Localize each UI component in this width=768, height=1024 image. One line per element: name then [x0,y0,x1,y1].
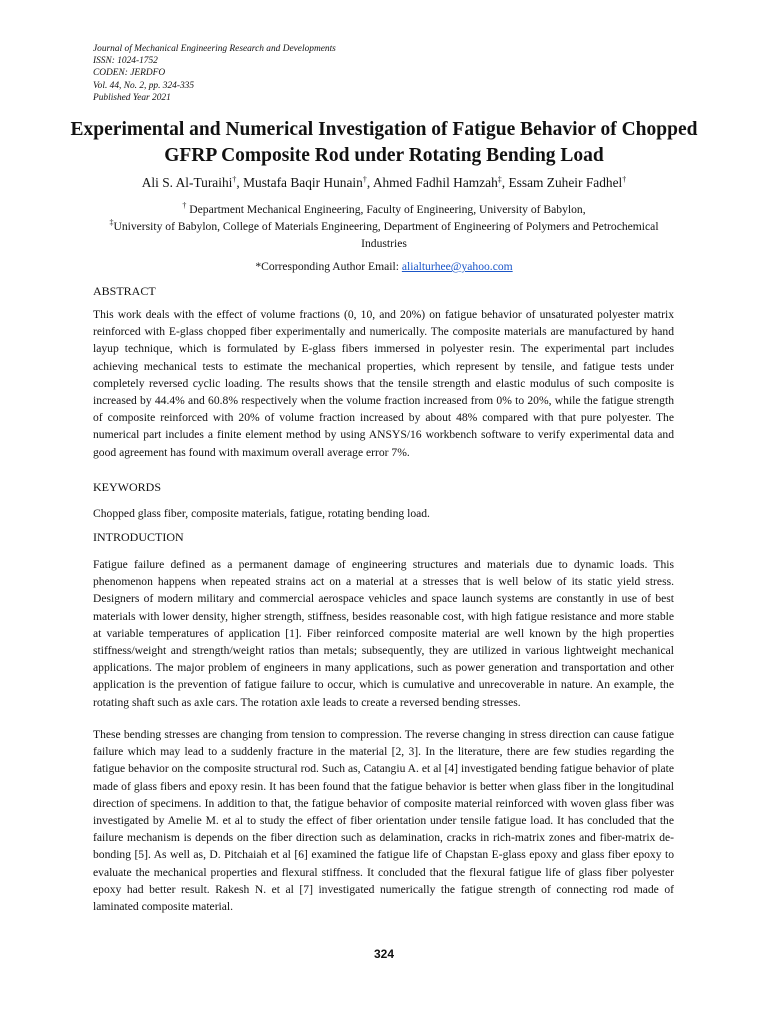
keywords-text: Chopped glass fiber, composite materials, fatigue, rotating bending load. [93,507,430,520]
affiliation-1-text: Department Mechanical Engineering, Faculty of Engineering, University of Babylon, [186,203,586,216]
author-name: Ahmed Fadhil Hamzah [372,175,498,190]
keywords-heading: KEYWORDS [93,480,161,494]
journal-coden: CODEN: JERDFO [93,68,166,79]
affiliation-2 [90,218,678,252]
abstract-heading: ABSTRACT [93,284,156,298]
email-link[interactable]: alialturhee@yahoo.com [401,260,513,273]
journal-name: Journal of Mechanical Engineering Research and Developments [93,44,336,54]
author-separator: , [236,175,244,190]
author-mark: † [362,175,367,184]
author-name: Ali S. Al-Turaihi [141,175,233,190]
dagger-mark: † [182,201,187,210]
author-name: Essam Zuheir Fadhel [508,175,623,190]
author-mark: † [232,175,237,184]
introduction-paragraph-1: Fatigue failure defined as a permanent damage of engineering structures and materials due to dynamic loads. This phenomenon happens when repeated strains act on a material at a stresses that is well below of its static yield stress. Designers of modern military and commercial aerospace vehicles and space launch systems are constantly in use of best materials with lower density, higher strength, stiffness, besides reasonable cost, with high fatigue resistance and more stable at variable temperatures of application [1]. Fiber reinforced composite material are well known by the high properties stiffness/weight and strength/weight ratios than metals; subsequently, they are utilized in various lightweight mechanical applications. The major problem of engineers in many applications, such as power generation and transportation and other application is the prevention of fatigue failure to occur, which is cumulative and unrecoverable in nature. An example, the rotating shaft such as axle cars. The rotation axle leads to create a reversed bending stresses. [93,558,674,709]
author-name: Mustafa Baqir Hunain [243,175,363,190]
corresponding-label: *Corresponding Author Email: [255,260,402,273]
author-list [60,175,708,191]
author-separator: , [501,175,509,190]
corresponding-author [90,260,678,273]
journal-published: Published Year 2021 [93,92,171,103]
page-number: 324 [373,947,395,961]
introduction-paragraph-2: These bending stresses are changing from tension to compression. The reverse changing in stress direction can cause fatigue failure which may lead to a suddenly fracture in the material [2, 3]. In the literature, there are few studies regarding the fatigue behavior on the composite structural rod. Such as, Catangiu A. et al [4] investigated bending fatigue behavior of plate made of glass fibers and epoxy resin. It has been found that the fatigue behavior is better when glass fiber in the longitudinal direction of specimens. In addition to that, the fatigue behavior of composite material reinforced with woven glass fiber was investigated by Amelie M. et al to study the effect of fiber orientation under tensile fatigue load. It has concluded that the failure mechanism is depends on the fiber direction such as delamination, cracks in rich-matrix zones and fiber-matrix de-bonding [5]. As well as, D. Pitchaiah et al [6] examined the fatigue life of Chapstan E-glass epoxy and glass fiber epoxy to evaluate the mechanical properties and flexural stiffness. It concluded that the flexural fatigue life of glass fiber polyester epoxy had better result. Rakesh N. et al [7] investigated numerically the fatigue strength of connecting rod made of laminated composite material. [93,728,674,914]
author-separator: , [366,175,373,190]
author-mark: ‡ [497,175,502,184]
ddagger-mark: ‡ [109,218,114,227]
author-mark: † [622,175,627,184]
journal-volume: Vol. 44, No. 2, pp. 324-335 [93,80,195,91]
introduction-heading: INTRODUCTION [93,530,184,544]
journal-issn: ISSN: 1024-1752 [93,56,158,67]
affiliations [90,201,678,252]
paper-title: Experimental and Numerical Investigation of Fatigue Behavior of Chopped GFRP Composite Rod under Rotating Bending Load [70,119,698,166]
abstract-text: This work deals with the effect of volume fractions (0, 10, and 20%) on fatigue behavior of unsaturated polyester matrix reinforced with E-glass chopped fiber experimentally and numerically. The composite materials are manufactured by hand layup technique, which is formulated by E-glass fibers immersed in polyester resin. The experimental part includes achieving mechanical tests to estimate the mechanical properties, which represent by tensile, and fatigue tests under completely reversed cyclic loading. The results shows that the tensile strength and elastic modulus of such composite is increased by 44.4% and 60.8% respectively when the volume fraction increased from 0% to 20%, while the fatigue strength of composite reinforced with 20% of volume fraction increased by about 48% compared with that pure polyester. The numerical part includes a finite element method by using ANSYS/16 workbench software to verify experimental data and good agreement has found with maximum overall average error 7%. [93,308,674,459]
affiliation-1 [90,201,678,218]
affiliation-2-text: University of Babylon, College of Materials Engineering, Department of Engineering of Polymers and Petrochemical Industries [113,220,659,250]
journal-info [93,43,336,104]
